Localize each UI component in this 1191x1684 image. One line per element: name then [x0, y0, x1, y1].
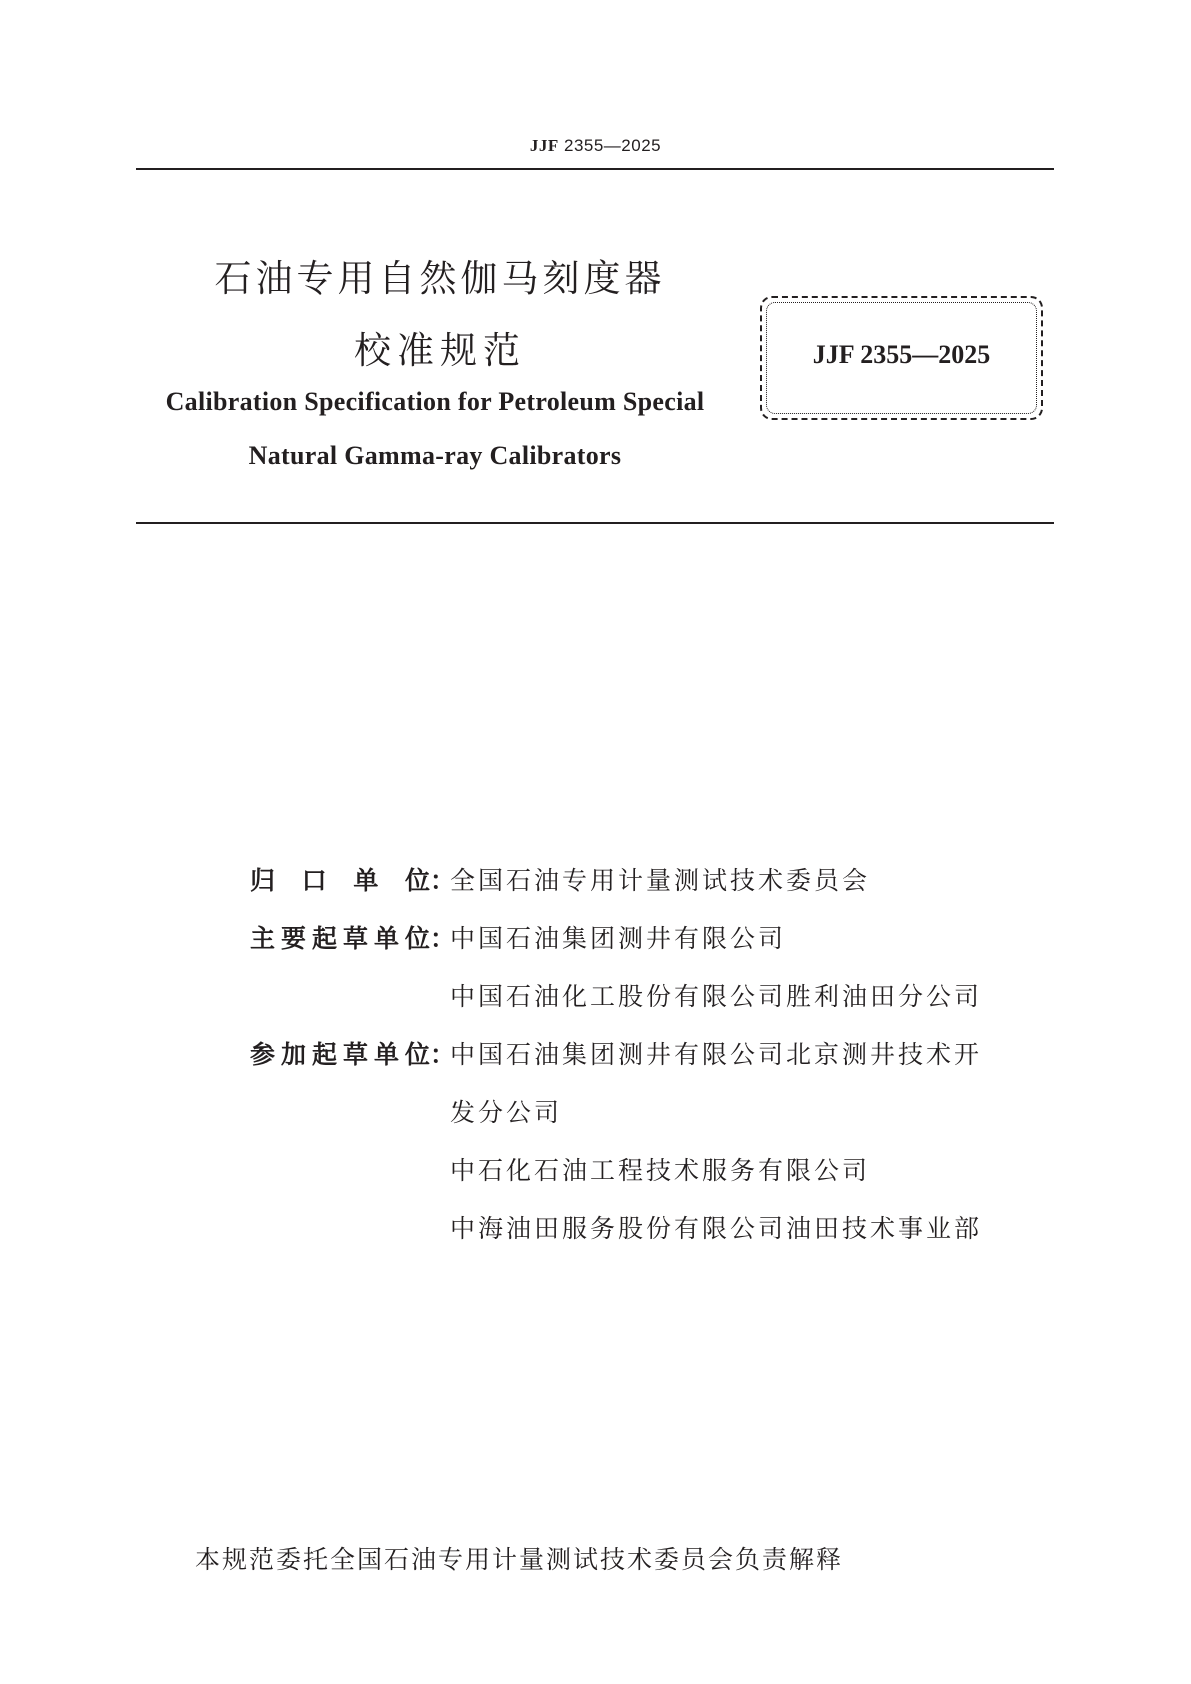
header-rule: [136, 168, 1054, 170]
label-char: 归: [250, 866, 276, 895]
responsible-unit-label: [250, 852, 456, 910]
label-char: 加: [280, 1040, 306, 1069]
empty-label: [250, 968, 450, 1026]
label-char: 单: [373, 1040, 399, 1069]
title-english-line-1: Calibration Specification for Petroleum Special: [165, 387, 705, 416]
main-drafting-unit-row: [250, 910, 982, 968]
standard-code-box: [760, 296, 1043, 420]
label-char: 草: [342, 1040, 368, 1069]
participating-drafting-unit-label: [250, 1026, 456, 1084]
label-char: 位: [404, 924, 430, 953]
main-drafting-unit-row-2: [250, 968, 982, 1026]
label-char: 位: [404, 1040, 430, 1069]
label-char: 起: [311, 1040, 337, 1069]
header-standard-code: [0, 136, 1191, 156]
label-char: 单: [353, 866, 379, 895]
label-colon: ：: [430, 1040, 456, 1069]
title-english-line-2: Natural Gamma-ray Calibrators: [248, 441, 622, 470]
participating-drafting-unit-value: 中国石油集团测井有限公司北京测井技术开: [450, 1040, 983, 1069]
title-chinese-line-1: 石油专用自然伽马刻度器: [214, 257, 666, 300]
label-char: 要: [280, 924, 306, 953]
drafting-units-section: [250, 852, 982, 1258]
interpretation-note: 本规范委托全国石油专用计量测试技术委员会负责解释: [195, 1545, 844, 1574]
empty-label: [250, 1084, 450, 1142]
standard-code: JJF 2355—2025: [812, 340, 991, 369]
participating-drafting-unit-value: 中石化石油工程技术服务有限公司: [450, 1156, 871, 1185]
label-char: 口: [301, 866, 327, 895]
header-code-prefix: JJF: [529, 136, 559, 155]
title-bottom-rule: [136, 522, 1054, 524]
header-code-number: 2355—2025: [563, 136, 662, 155]
participating-drafting-unit-row: [250, 1026, 982, 1084]
main-drafting-unit-value: 中国石油化工股份有限公司胜利油田分公司: [450, 982, 983, 1011]
label-char: 主: [250, 924, 276, 953]
label-char: 草: [342, 924, 368, 953]
label-char: 参: [250, 1040, 276, 1069]
participating-drafting-unit-row-3: [250, 1142, 982, 1200]
label-colon: ：: [430, 924, 456, 953]
participating-drafting-unit-value: 中海油田服务股份有限公司油田技术事业部: [450, 1214, 983, 1243]
participating-drafting-unit-value: 发分公司: [450, 1098, 563, 1127]
title-chinese-line-2: 校准规范: [354, 329, 526, 372]
main-drafting-unit-label: [250, 910, 456, 968]
responsible-unit-value: 全国石油专用计量测试技术委员会: [450, 866, 871, 895]
label-char: 单: [373, 924, 399, 953]
label-colon: ：: [430, 866, 456, 895]
label-char: 起: [311, 924, 337, 953]
label-char: 位: [404, 866, 430, 895]
main-drafting-unit-value: 中国石油集团测井有限公司: [450, 924, 787, 953]
empty-label: [250, 1200, 450, 1258]
responsible-unit-row: [250, 852, 982, 910]
participating-drafting-unit-row-2: [250, 1084, 982, 1142]
participating-drafting-unit-row-4: [250, 1200, 982, 1258]
empty-label: [250, 1142, 450, 1200]
